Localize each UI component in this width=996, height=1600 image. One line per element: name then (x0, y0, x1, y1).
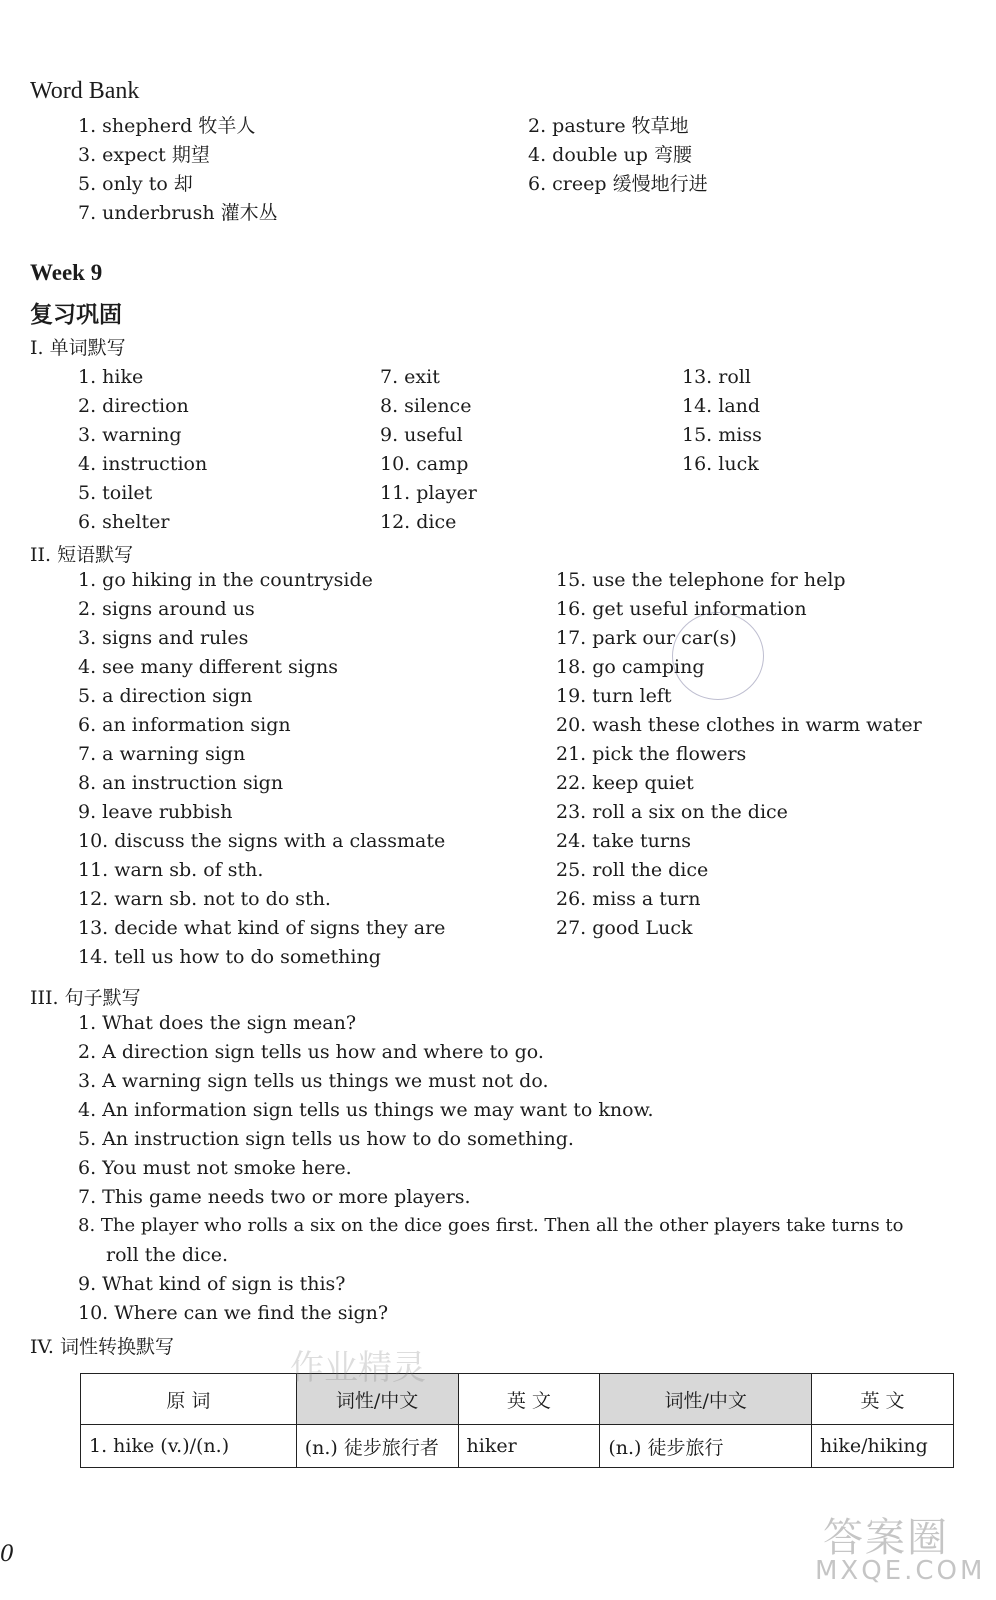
table-header-row (81, 1374, 954, 1425)
phrase-item: 7. a warning sign (78, 743, 246, 765)
phrase-item: 13. decide what kind of signs they are (78, 917, 446, 939)
vocab-item: 16. luck (682, 453, 759, 475)
phrase-item: 23. roll a six on the dice (556, 801, 788, 823)
sentence-item: 6. You must not smoke here. (78, 1157, 352, 1179)
table-header: 英 文 (458, 1374, 600, 1425)
page-number: 0 (0, 1542, 14, 1567)
sentence-continuation: roll the dice. (106, 1244, 229, 1266)
word-bank-item: 7. underbrush 灌木丛 (78, 202, 278, 224)
sentence-item: 7. This game needs two or more players. (78, 1186, 471, 1208)
word-bank-item: 2. pasture 牧草地 (528, 115, 689, 137)
table-cell: hike/hiking (812, 1425, 954, 1468)
table-cell: hiker (458, 1425, 600, 1468)
phrase-item: 17. park our car(s) (556, 627, 737, 649)
vocab-item: 10. camp (380, 453, 469, 475)
vocab-item: 7. exit (380, 366, 440, 388)
phrase-item: 10. discuss the signs with a classmate (78, 830, 446, 852)
logo-url: MXQE.COM (815, 1556, 986, 1586)
section-4-title: IV. 词性转换默写 (30, 1336, 174, 1358)
table-cell: 1. hike (v.)/(n.) (81, 1425, 297, 1468)
table-header: 词性/中文 (600, 1374, 812, 1425)
word-bank-item: 3. expect 期望 (78, 144, 210, 166)
vocab-item: 14. land (682, 395, 761, 417)
table-header: 英 文 (812, 1374, 954, 1425)
sentence-item: 10. Where can we find the sign? (78, 1302, 389, 1324)
word-bank-item: 1. shepherd 牧羊人 (78, 115, 256, 137)
watermark-stamp (672, 612, 764, 700)
table-cell: (n.) 徒步旅行者 (296, 1425, 458, 1468)
vocab-item: 12. dice (380, 511, 457, 533)
word-bank-item: 4. double up 弯腰 (528, 144, 692, 166)
sentence-item: 2. A direction sign tells us how and where to go. (78, 1041, 544, 1063)
vocab-item: 3. warning (78, 424, 182, 446)
table-header: 词性/中文 (296, 1374, 458, 1425)
phrase-item: 6. an information sign (78, 714, 291, 736)
phrase-item: 8. an instruction sign (78, 772, 284, 794)
table-row (81, 1425, 954, 1468)
sentence-item: 9. What kind of sign is this? (78, 1273, 346, 1295)
phrase-item: 26. miss a turn (556, 888, 701, 910)
phrase-item: 3. signs and rules (78, 627, 249, 649)
vocab-item: 15. miss (682, 424, 762, 446)
week-title: Week 9 (30, 260, 103, 285)
vocab-item: 8. silence (380, 395, 472, 417)
phrase-item: 18. go camping (556, 656, 705, 678)
vocab-item: 11. player (380, 482, 477, 504)
phrase-item: 11. warn sb. of sth. (78, 859, 264, 881)
table-cell: (n.) 徒步旅行 (600, 1425, 812, 1468)
phrase-item: 24. take turns (556, 830, 691, 852)
vocab-item: 4. instruction (78, 453, 208, 475)
sentence-item: 1. What does the sign mean? (78, 1012, 357, 1034)
phrase-item: 2. signs around us (78, 598, 255, 620)
phrase-item: 27. good Luck (556, 917, 693, 939)
phrase-item: 19. turn left (556, 685, 672, 707)
word-form-table (80, 1373, 954, 1468)
table-header: 原 词 (81, 1374, 297, 1425)
vocab-item: 6. shelter (78, 511, 170, 533)
section-1-title: I. 单词默写 (30, 337, 126, 359)
site-logo-watermark (815, 1506, 986, 1592)
section-2-title: II. 短语默写 (30, 544, 134, 566)
vocab-item: 13. roll (682, 366, 751, 388)
phrase-item: 4. see many different signs (78, 656, 338, 678)
vocab-item: 9. useful (380, 424, 463, 446)
phrase-item: 20. wash these clothes in warm water (556, 714, 922, 736)
phrase-item: 21. pick the flowers (556, 743, 747, 765)
vocab-item: 1. hike (78, 366, 144, 388)
logo-text: 答案圈 (823, 1515, 949, 1561)
phrase-item: 16. get useful information (556, 598, 807, 620)
phrase-item: 12. warn sb. not to do sth. (78, 888, 331, 910)
phrase-item: 15. use the telephone for help (556, 569, 846, 591)
review-heading: 复习巩固 (30, 301, 122, 328)
phrase-item: 22. keep quiet (556, 772, 694, 794)
sentence-item: 3. A warning sign tells us things we must not do. (78, 1070, 549, 1092)
watermark-text: 作业精灵 (290, 1348, 426, 1388)
vocab-item: 5. toilet (78, 482, 153, 504)
phrase-item: 14. tell us how to do something (78, 946, 381, 968)
vocab-item: 2. direction (78, 395, 189, 417)
phrase-item: 5. a direction sign (78, 685, 253, 707)
phrase-item: 25. roll the dice (556, 859, 709, 881)
sentence-item: 5. An instruction sign tells us how to do something. (78, 1128, 574, 1150)
section-3-title: III. 句子默写 (30, 987, 141, 1009)
word-bank-item: 6. creep 缓慢地行进 (528, 173, 708, 195)
phrase-item: 1. go hiking in the countryside (78, 569, 373, 591)
sentence-item: 8. The player who rolls a six on the dice goes first. Then all the other players take turns to (78, 1215, 904, 1236)
sentence-item: 4. An information sign tells us things we may want to know. (78, 1099, 654, 1121)
phrase-item: 9. leave rubbish (78, 801, 233, 823)
word-bank-item: 5. only to 却 (78, 173, 193, 195)
word-bank-title: Word Bank (30, 78, 140, 104)
